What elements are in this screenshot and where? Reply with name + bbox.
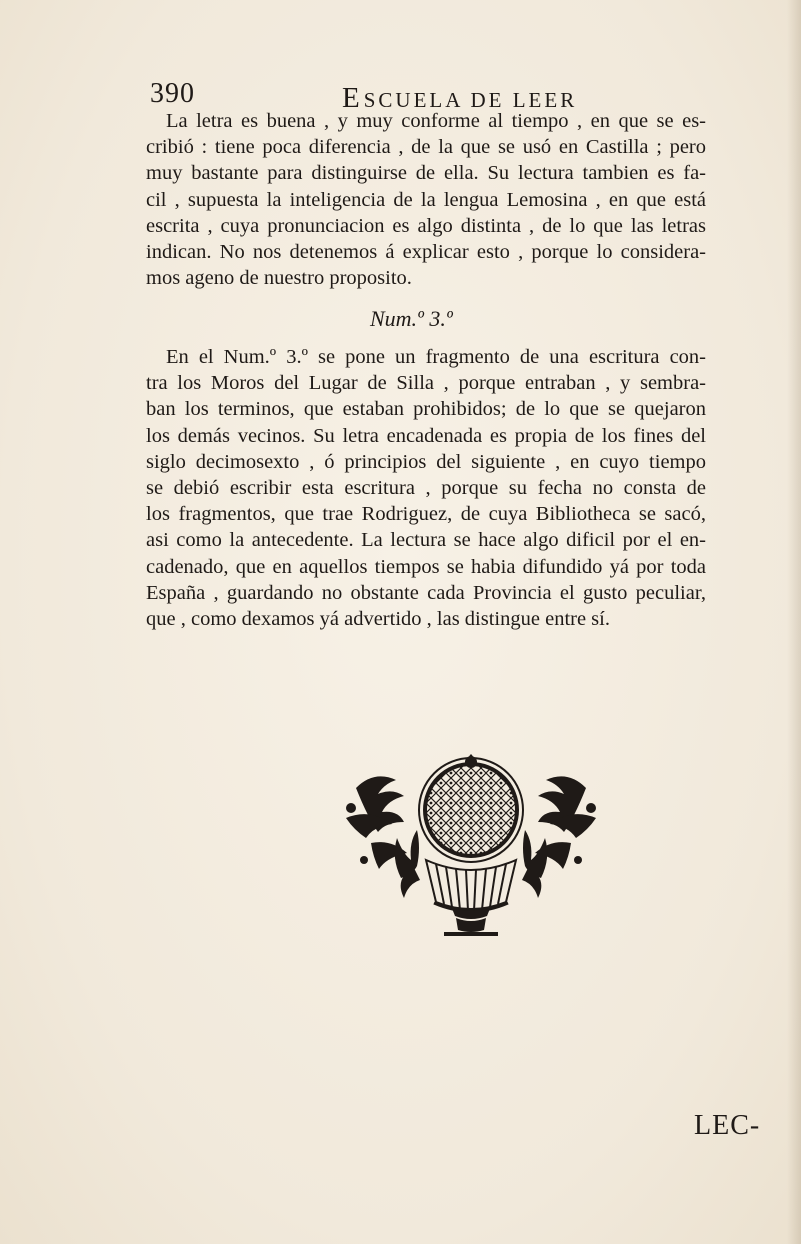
running-title-rest: SCUELA DE LEER — [363, 88, 578, 112]
page-edge-shadow — [787, 0, 801, 1244]
text-line: los demás vecinos. Su letra encadenada es propia de los fines del — [146, 424, 706, 447]
text-line: cribió : tiene poca diferencia , de la que se usó en Castilla ; pero — [146, 136, 706, 159]
text-line: La letra es buena , y muy conforme al tiempo , en que se es- — [166, 110, 706, 132]
text-line: ban los terminos, que estaban prohibidos; de lo que se quejaron — [146, 398, 706, 421]
running-title-initial: E — [342, 82, 364, 114]
text-line: se debió escribir esta escritura , porque su fecha no consta de — [146, 476, 706, 499]
text-line: los fragmentos, que trae Rodriguez, de cuya Bibliotheca se sacó, — [146, 503, 706, 526]
section-heading: Num.º 3.º — [370, 306, 453, 331]
text-line: En el Num.º 3.º se pone un fragmento de una escritura con- — [166, 346, 706, 368]
text-line: cadenado, que en aquellos tiempos se habia difundido yá por toda — [146, 555, 706, 578]
text-line: asi como la antecedente. La lectura se hace algo dificil por el en- — [146, 529, 706, 552]
text-line: muy bastante para distinguirse de ella. Su lectura tambien es fa- — [146, 162, 706, 185]
paragraph-1 — [146, 108, 706, 291]
floral-vase-ornament-icon — [316, 748, 626, 938]
text-line: indican. No nos detenemos á explicar esto , porque lo considera- — [146, 240, 706, 263]
catchword: LEC- — [694, 1110, 761, 1141]
text-line: mos ageno de nuestro proposito. — [146, 267, 412, 290]
text-line: escrita , cuya pronunciacion es algo distinta , de lo que las letras — [146, 214, 706, 237]
text-line: tra los Moros del Lugar de Silla , porque entraban , y sembra- — [146, 372, 706, 395]
text-line: España , guardando no obstante cada Provincia el gusto peculiar, — [146, 581, 706, 604]
page-number: 390 — [150, 78, 195, 109]
paragraph-2 — [146, 344, 706, 632]
text-line: que , como dexamos yá advertido , las distingue entre sí. — [146, 607, 610, 630]
text-line: cil , supuesta la inteligencia de la lengua Lemosina , en que está — [146, 188, 706, 211]
text-line: siglo decimosexto , ó principios del siguiente , en cuyo tiempo — [146, 450, 706, 473]
